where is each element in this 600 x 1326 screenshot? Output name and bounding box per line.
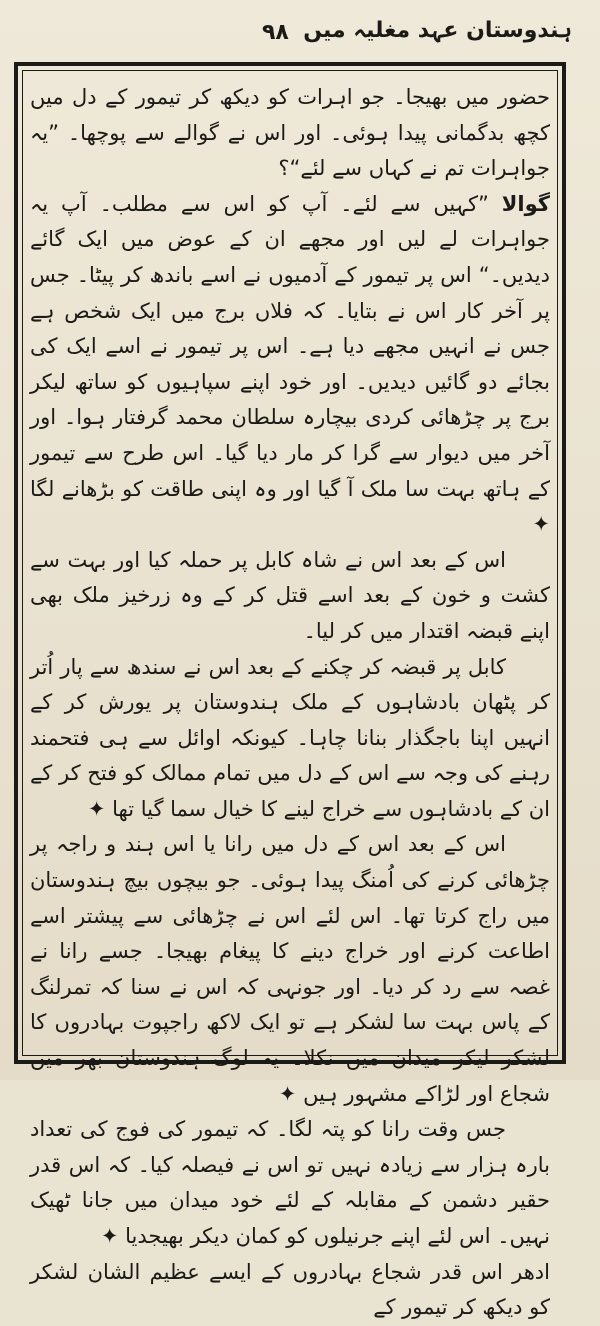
paragraph: جس وقت رانا کو پتہ لگا۔ کہ تیمور کی فوج کی تعداد بارہ ہزار سے زیادہ نہیں تو اس نے فیصلہ کیا۔ کہ اس قدر حقیر دشمن کے مقابلہ کے لئے خود میدان میں جانا ٹھیک نہیں۔ اس لئے اپنے جرنیلوں کو کمان دیکر بھیجدیا ✦ [30, 1117, 550, 1248]
running-title: ہندوستان عہد مغلیہ میں [303, 18, 572, 43]
paragraph: حضور میں بھیجا۔ جو اہرات کو دیکھ کر تیمور کے دل میں کچھ بدگمانی پیدا ہوئی۔ اور اس نے گوالے سے پوچھا۔ ”یہ جواہرات تم نے کہاں سے لئے“؟ [30, 85, 550, 181]
paragraph: اس کے بعد اس کے دل میں رانا یا اس ہند و راجہ پر چڑھائی کرنے کی اُمنگ پیدا ہوئی۔ جو بیچوں بیچ ہندوستان میں راج کرتا تھا۔ اس لئے اس نے چڑھائی سے پیشتر اسے اطاعت کرنے اور خراج دینے کا پیغام بھیجا۔ جسے رانا نے غصہ سے رد کر دیا۔ اور جونہی کہ اس نے سنا کہ تمرلنگ کے پاس بہت سا لشکر ہے تو ایک لاکھ راجپوت بہادروں کا لشکر لیکر میدان میں نکلا۔ یہ لوگ ہندوستان بھر میں شجاع اور لڑاکے مشہور ہیں ✦ [30, 832, 550, 1106]
paragraph-with-lead [30, 187, 550, 543]
lead-word: گوالا [501, 191, 550, 216]
page-number: ۹۸ [262, 20, 289, 45]
body-text [30, 80, 550, 1320]
paragraph: ”کہیں سے لئے۔ آپ کو اس سے مطلب۔ آپ یہ جواہرات لے لیں اور مجھے ان کے عوض میں ایک گائے دیدیں۔“ اس پر تیمور کے آدمیوں نے اسے باندھ کر پیٹا۔ جس پر آخر کار اس نے بتایا۔ کہ فلاں برج میں ایک شخص ہے جس نے انہیں مجھے دیا ہے۔ اس پر تیمور نے اسے ایک کی بجائے دو گائیں دیدیں۔ اور خود اپنے سپاہیوں کو ساتھ لیکر برج پر چڑھائی کردی بیچارہ سلطان محمد گرفتار ہوا۔ اور آخر میں دیوار سے گرا کر مار دیا گیا۔ اس طرح سے تیمور کے ہاتھ بہت سا ملک آ گیا اور وہ اپنی طاقت کو بڑھانے لگا ✦ [30, 191, 550, 537]
paragraph: کابل پر قبضہ کر چکنے کے بعد اس نے سندھ سے پار اُتر کر پٹھان بادشاہوں کے ملک ہندوستان پر یورش کر کے انہیں اپنا باجگذار بنانا چاہا۔ کیونکہ اوائل سے ہی فتحمند رہنے کی وجہ سے اس کے دل میں تمام ممالک کو فتح کر کے ان کے بادشاہوں سے خراج لینے کا خیال سما گیا تھا ✦ [30, 654, 550, 821]
page-header [24, 18, 572, 58]
paragraph: ادھر اس قدر شجاع بہادروں کے ایسے عظیم الشان لشکر کو دیکھ کر تیمور کے [30, 1259, 550, 1320]
paragraph: اس کے بعد اس نے شاہ کابل پر حملہ کیا اور بہت سے کشت و خون کے بعد اسے قتل کر کے وہ زرخیز ملک بھی اپنے قبضہ اقتدار میں کر لیا۔ [30, 547, 550, 643]
